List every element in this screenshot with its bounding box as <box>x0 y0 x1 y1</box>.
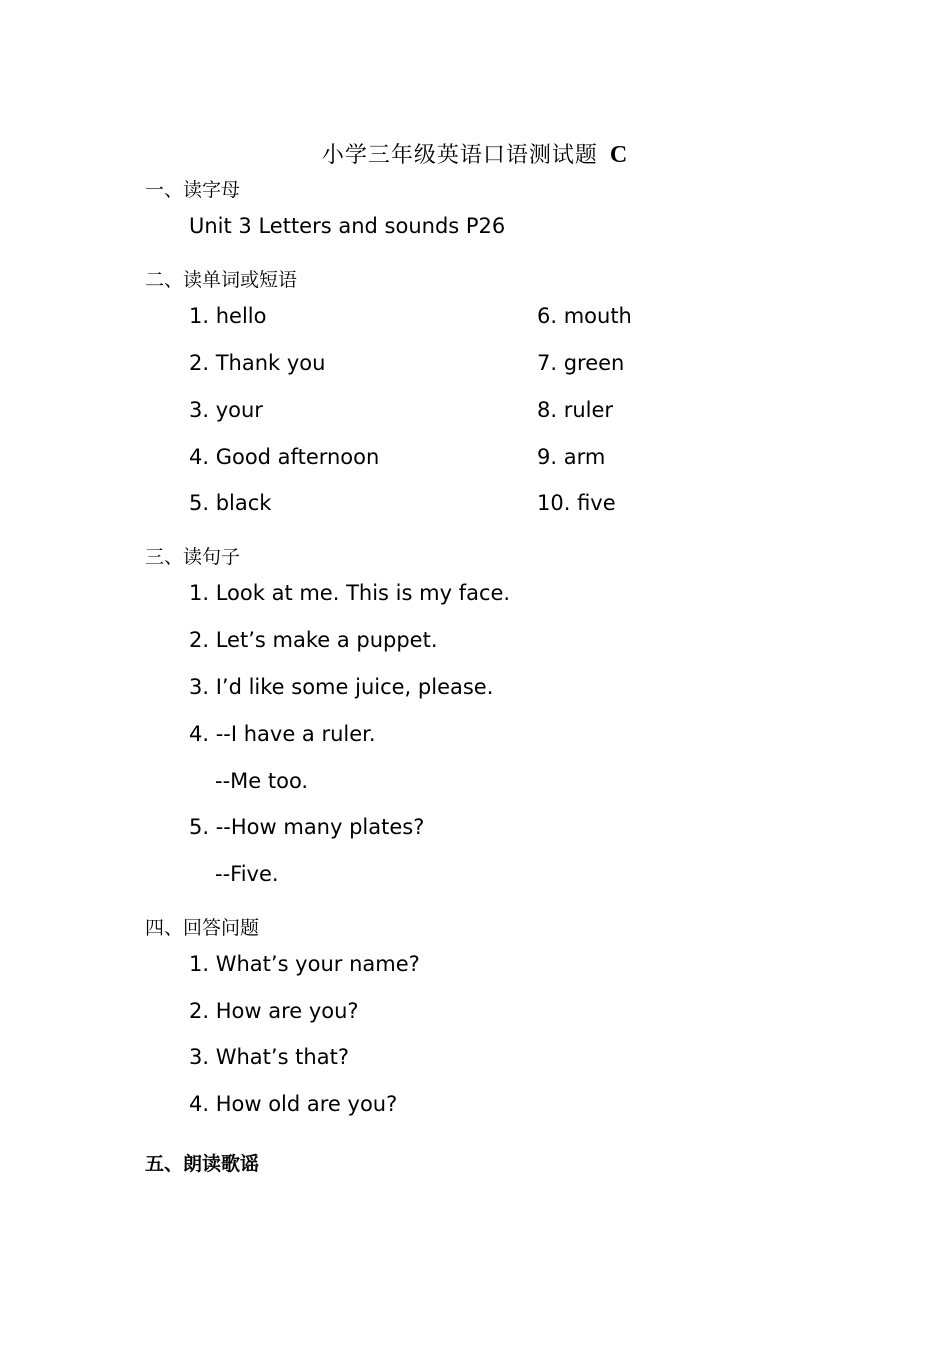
title-text: 小学三年级英语口语测试题 <box>321 143 598 168</box>
section-1-heading: 一、读字母 <box>145 179 241 201</box>
sentence-line: 4. --I have a ruler. <box>189 722 376 746</box>
word-item: 4. Good afternoon <box>189 445 380 469</box>
question-line: 3. What’s that? <box>189 1045 349 1069</box>
question-line: 1. What’s your name? <box>189 952 420 976</box>
word-item: 3. your <box>189 398 263 422</box>
page-title <box>0 138 950 169</box>
section-5-heading: 五、朗读歌谣 <box>145 1153 260 1175</box>
sentence-line: 2. Let’s make a puppet. <box>189 628 438 652</box>
word-item: 2. Thank you <box>189 351 326 375</box>
sentence-line: 5. --How many plates? <box>189 815 425 839</box>
word-item: 8. ruler <box>537 398 614 422</box>
word-item: 10. five <box>537 491 616 515</box>
sentence-line: 1. Look at me. This is my face. <box>189 581 511 605</box>
title-letter: C <box>609 142 629 168</box>
word-item: 7. green <box>537 351 625 375</box>
word-item: 9. arm <box>537 445 606 469</box>
section-3-heading: 三、读句子 <box>145 546 241 568</box>
sentence-line: --Me too. <box>215 769 309 793</box>
word-item: 5. black <box>189 491 272 515</box>
section-2-heading: 二、读单词或短语 <box>145 269 298 291</box>
question-line: 2. How are you? <box>189 999 359 1023</box>
sentence-line: 3. I’d like some juice, please. <box>189 675 494 699</box>
sentence-line: --Five. <box>215 862 279 886</box>
section-1-content: Unit 3 Letters and sounds P26 <box>189 214 506 238</box>
word-item: 6. mouth <box>537 304 632 328</box>
question-line: 4. How old are you? <box>189 1092 398 1116</box>
word-item: 1. hello <box>189 304 267 328</box>
section-4-heading: 四、回答问题 <box>145 917 260 939</box>
